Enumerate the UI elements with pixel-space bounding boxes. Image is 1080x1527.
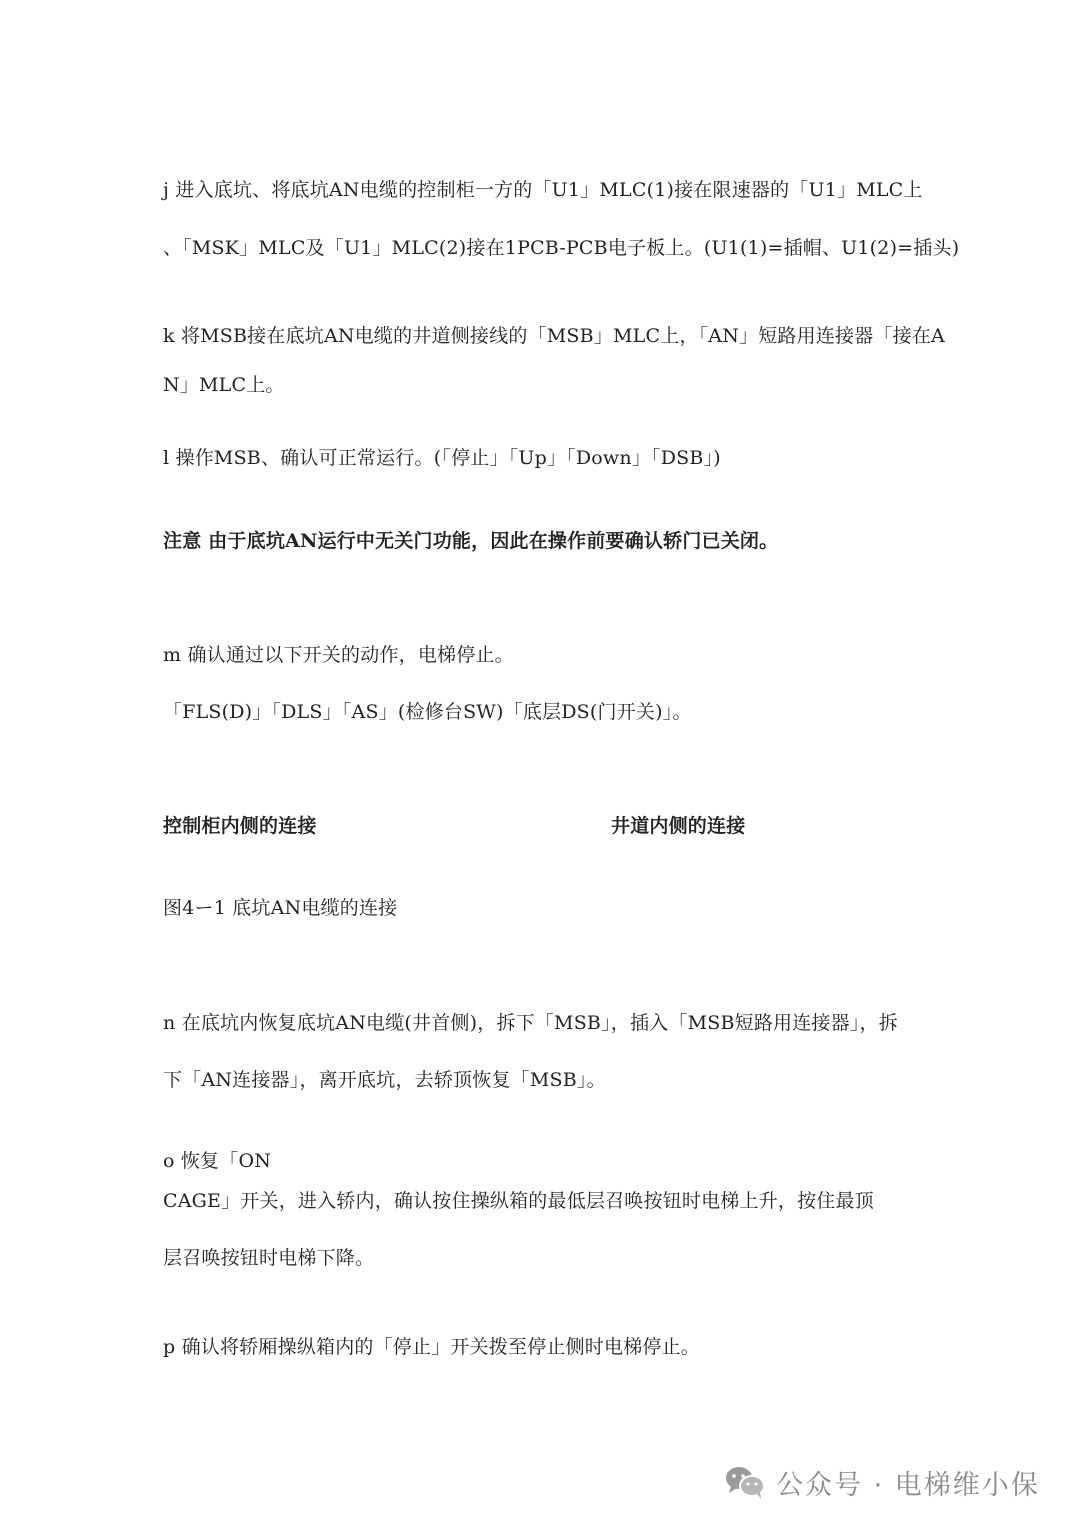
watermark-text: 公众号 · 电梯维小保	[776, 1469, 1040, 1501]
step-j-line-1: j 进入底坑、将底坑AN电缆的控制柜一方的「U1」MLC(1)接在限速器的「U1」MLC上	[163, 179, 923, 201]
step-n-line-1: n 在底坑内恢复底坑AN电缆(井首侧)，拆下「MSB」，插入「MSB短路用连接器」，拆	[163, 1012, 898, 1034]
note-line: 注意 由于底坑AN运行中无关门功能，因此在操作前要确认轿门已关闭。	[163, 530, 779, 552]
step-o-line-1: o 恢复「ON	[163, 1150, 272, 1172]
figure-left-caption: 控制柜内侧的连接	[163, 815, 317, 837]
step-m-line-1: m 确认通过以下开关的动作，电梯停止。	[163, 644, 514, 666]
step-l-line: l 操作MSB、确认可正常运行。(「停止」「Up」「Down」「DSB」)	[163, 447, 721, 469]
step-p-line: p 确认将轿厢操纵箱内的「停止」开关拨至停止侧时电梯停止。	[163, 1336, 701, 1358]
step-m-line-2: 「FLS(D)」「DLS」「AS」(检修台SW)「底层DS(门开关)」。	[163, 701, 692, 723]
step-o-line-2: CAGE」开关，进入轿内，确认按住操纵箱的最低层召唤按钮时电梯上升，按住最顶	[163, 1190, 874, 1212]
watermark	[724, 1462, 1040, 1502]
figure-title: 图4ー1 底坑AN电缆的连接	[163, 897, 398, 919]
figure-right-caption: 井道内侧的连接	[611, 815, 746, 837]
step-k-line-2: N」MLC上。	[163, 374, 285, 396]
step-o-line-3: 层召唤按钮时电梯下降。	[163, 1247, 375, 1269]
step-j-line-2: 、「MSK」MLC及「U1」MLC(2)接在1PCB-PCB电子板上。(U1(1)=插帽、U1(2)=插头)	[163, 237, 960, 259]
step-n-line-2: 下「AN连接器」，离开底坑，去轿顶恢复「MSB」。	[163, 1069, 606, 1091]
wechat-icon	[724, 1464, 766, 1500]
step-k-line-1: k 将MSB接在底坑AN电缆的井道侧接线的「MSB」MLC上，「AN」短路用连接器「接在A	[163, 325, 945, 347]
